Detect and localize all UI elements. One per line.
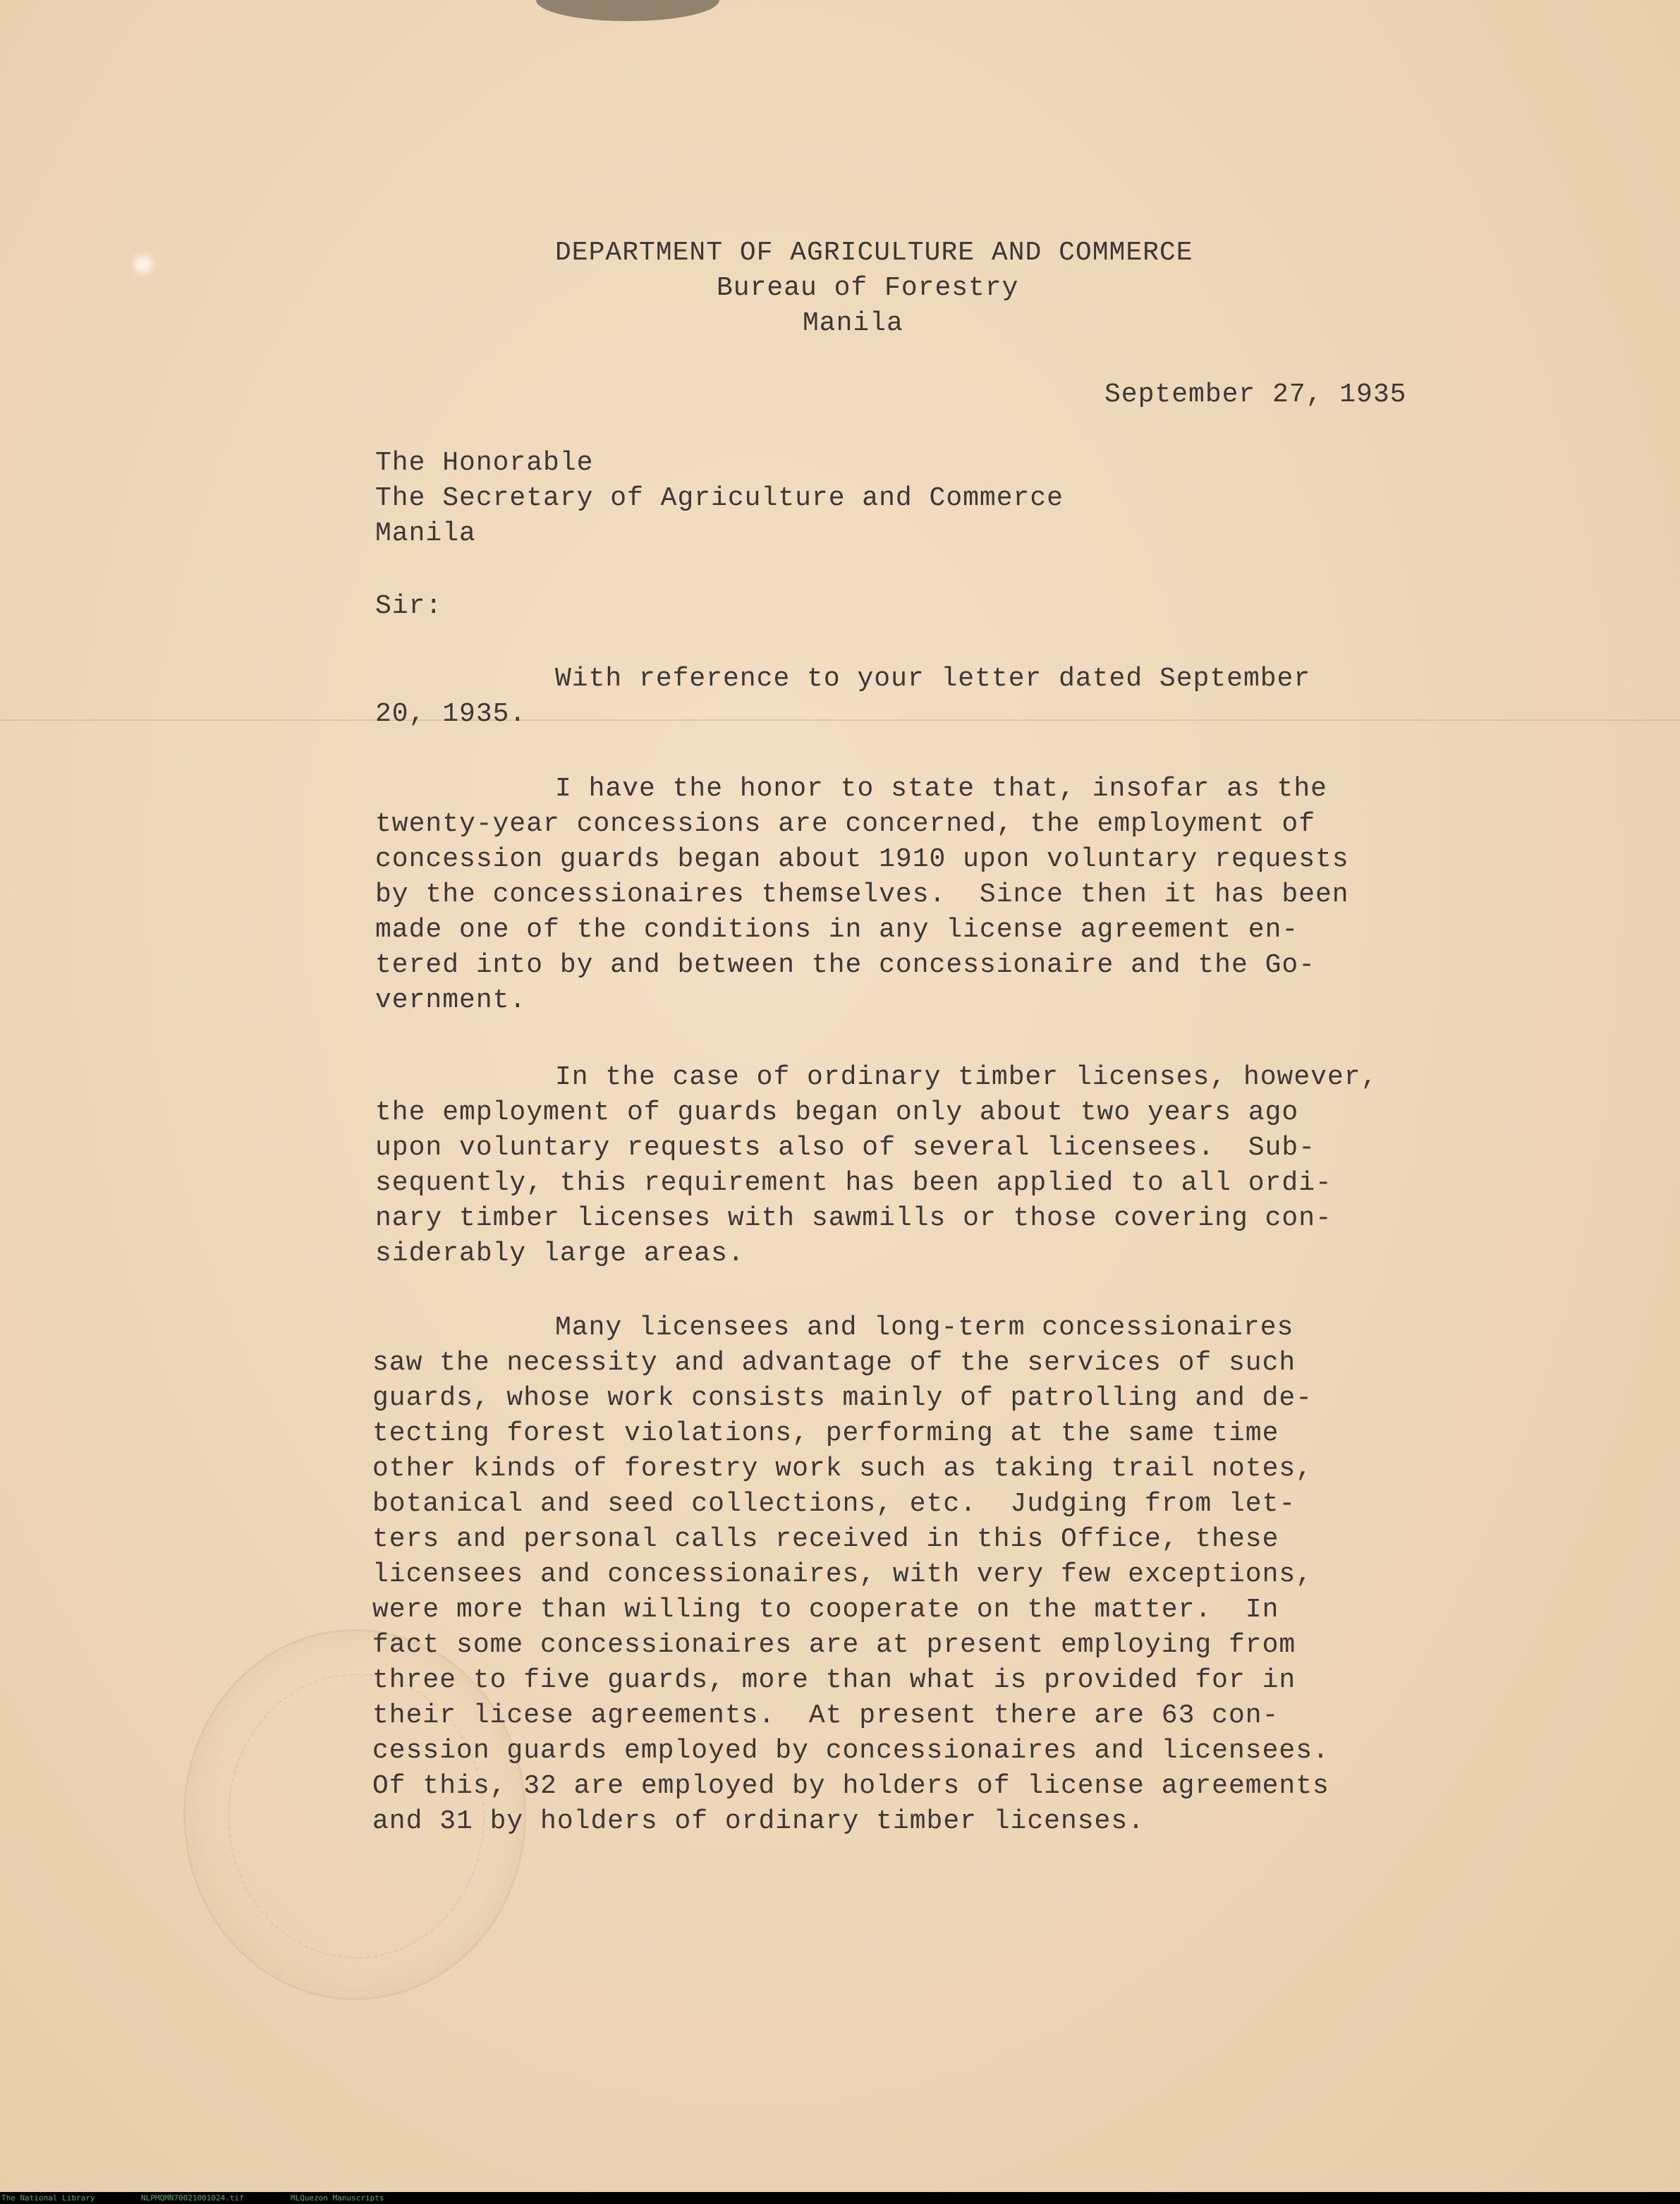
paragraph-4-line: tecting forest violations, performing at the same time: [372, 1418, 1279, 1449]
paragraph-4-line: their licese agreements. At present there are 63 con-: [372, 1700, 1279, 1731]
letter-date: September 27, 1935: [1104, 379, 1407, 410]
paragraph-4-line: botanical and seed collections, etc. Judging from let-: [372, 1489, 1296, 1519]
paragraph-4-line: cession guards employed by concessionaires and licensees.: [372, 1736, 1329, 1766]
paragraph-2-line: tered into by and between the concessionaire and the Go-: [375, 950, 1316, 980]
footer-library: The National Library: [1, 2193, 95, 2203]
paragraph-3-line: upon voluntary requests also of several licensees. Sub-: [375, 1133, 1316, 1163]
paragraph-3-line: siderably large areas.: [375, 1238, 745, 1269]
salutation: Sir:: [375, 591, 443, 621]
paragraph-2-line: vernment.: [375, 985, 527, 1016]
paragraph-4-line: and 31 by holders of ordinary timber licenses.: [372, 1806, 1145, 1837]
addressee-line-3: Manila: [375, 518, 476, 549]
paragraph-3-line: nary timber licenses with sawmills or those covering con-: [375, 1203, 1332, 1234]
paragraph-1-line: With reference to your letter dated September: [555, 664, 1311, 694]
fold-line: [0, 719, 1680, 721]
paragraph-3-line: sequently, this requirement has been applied to all ordi-: [375, 1168, 1332, 1198]
letterhead-department: DEPARTMENT OF AGRICULTURE AND COMMERCE: [555, 238, 1193, 268]
paragraph-4-line: Many licensees and long-term concessionaires: [555, 1313, 1294, 1343]
paragraph-2-line: twenty-year concessions are concerned, the employment of: [375, 809, 1316, 839]
paragraph-4-line: ters and personal calls received in this Office, these: [372, 1524, 1279, 1554]
paragraph-3-line: the employment of guards began only about two years ago: [375, 1097, 1299, 1128]
letterhead-bureau: Bureau of Forestry: [717, 273, 1019, 303]
addressee-line-1: The Honorable: [375, 448, 594, 478]
paragraph-4-line: licensees and concessionaires, with very few exceptions,: [372, 1559, 1313, 1590]
paragraph-4-line: saw the necessity and advantage of the services of such: [372, 1348, 1296, 1378]
paragraph-1-line: 20, 1935.: [375, 699, 527, 729]
scan-footer-bar: [0, 2192, 1680, 2204]
paragraph-4-line: guards, whose work consists mainly of patrolling and de-: [372, 1383, 1313, 1413]
pin-hole: [138, 260, 148, 269]
paragraph-4-line: fact some concessionaires are at present employing from: [372, 1630, 1296, 1660]
paragraph-2-line: by the concessionaires themselves. Since then it has been: [375, 879, 1349, 910]
paragraph-4-line: were more than willing to cooperate on the matter. In: [372, 1595, 1279, 1625]
letterhead-city: Manila: [803, 308, 903, 339]
footer-filename: NLPMQMN70021001024.tif: [141, 2193, 244, 2203]
paragraph-2-line: I have the honor to state that, insofar as the: [555, 774, 1327, 804]
paragraph-4-line: three to five guards, more than what is provided for in: [372, 1665, 1296, 1695]
paragraph-2-line: made one of the conditions in any license agreement en-: [375, 915, 1299, 945]
paragraph-3-line: In the case of ordinary timber licenses, however,: [555, 1062, 1378, 1092]
paragraph-4-line: other kinds of forestry work such as taking trail notes,: [372, 1454, 1313, 1484]
addressee-line-2: The Secretary of Agriculture and Commerce: [375, 483, 1064, 513]
paragraph-4-line: Of this, 32 are employed by holders of license agreements: [372, 1771, 1329, 1801]
paragraph-2-line: concession guards began about 1910 upon voluntary requests: [375, 844, 1349, 875]
footer-collection: MLQuezon Manuscripts: [291, 2193, 384, 2203]
